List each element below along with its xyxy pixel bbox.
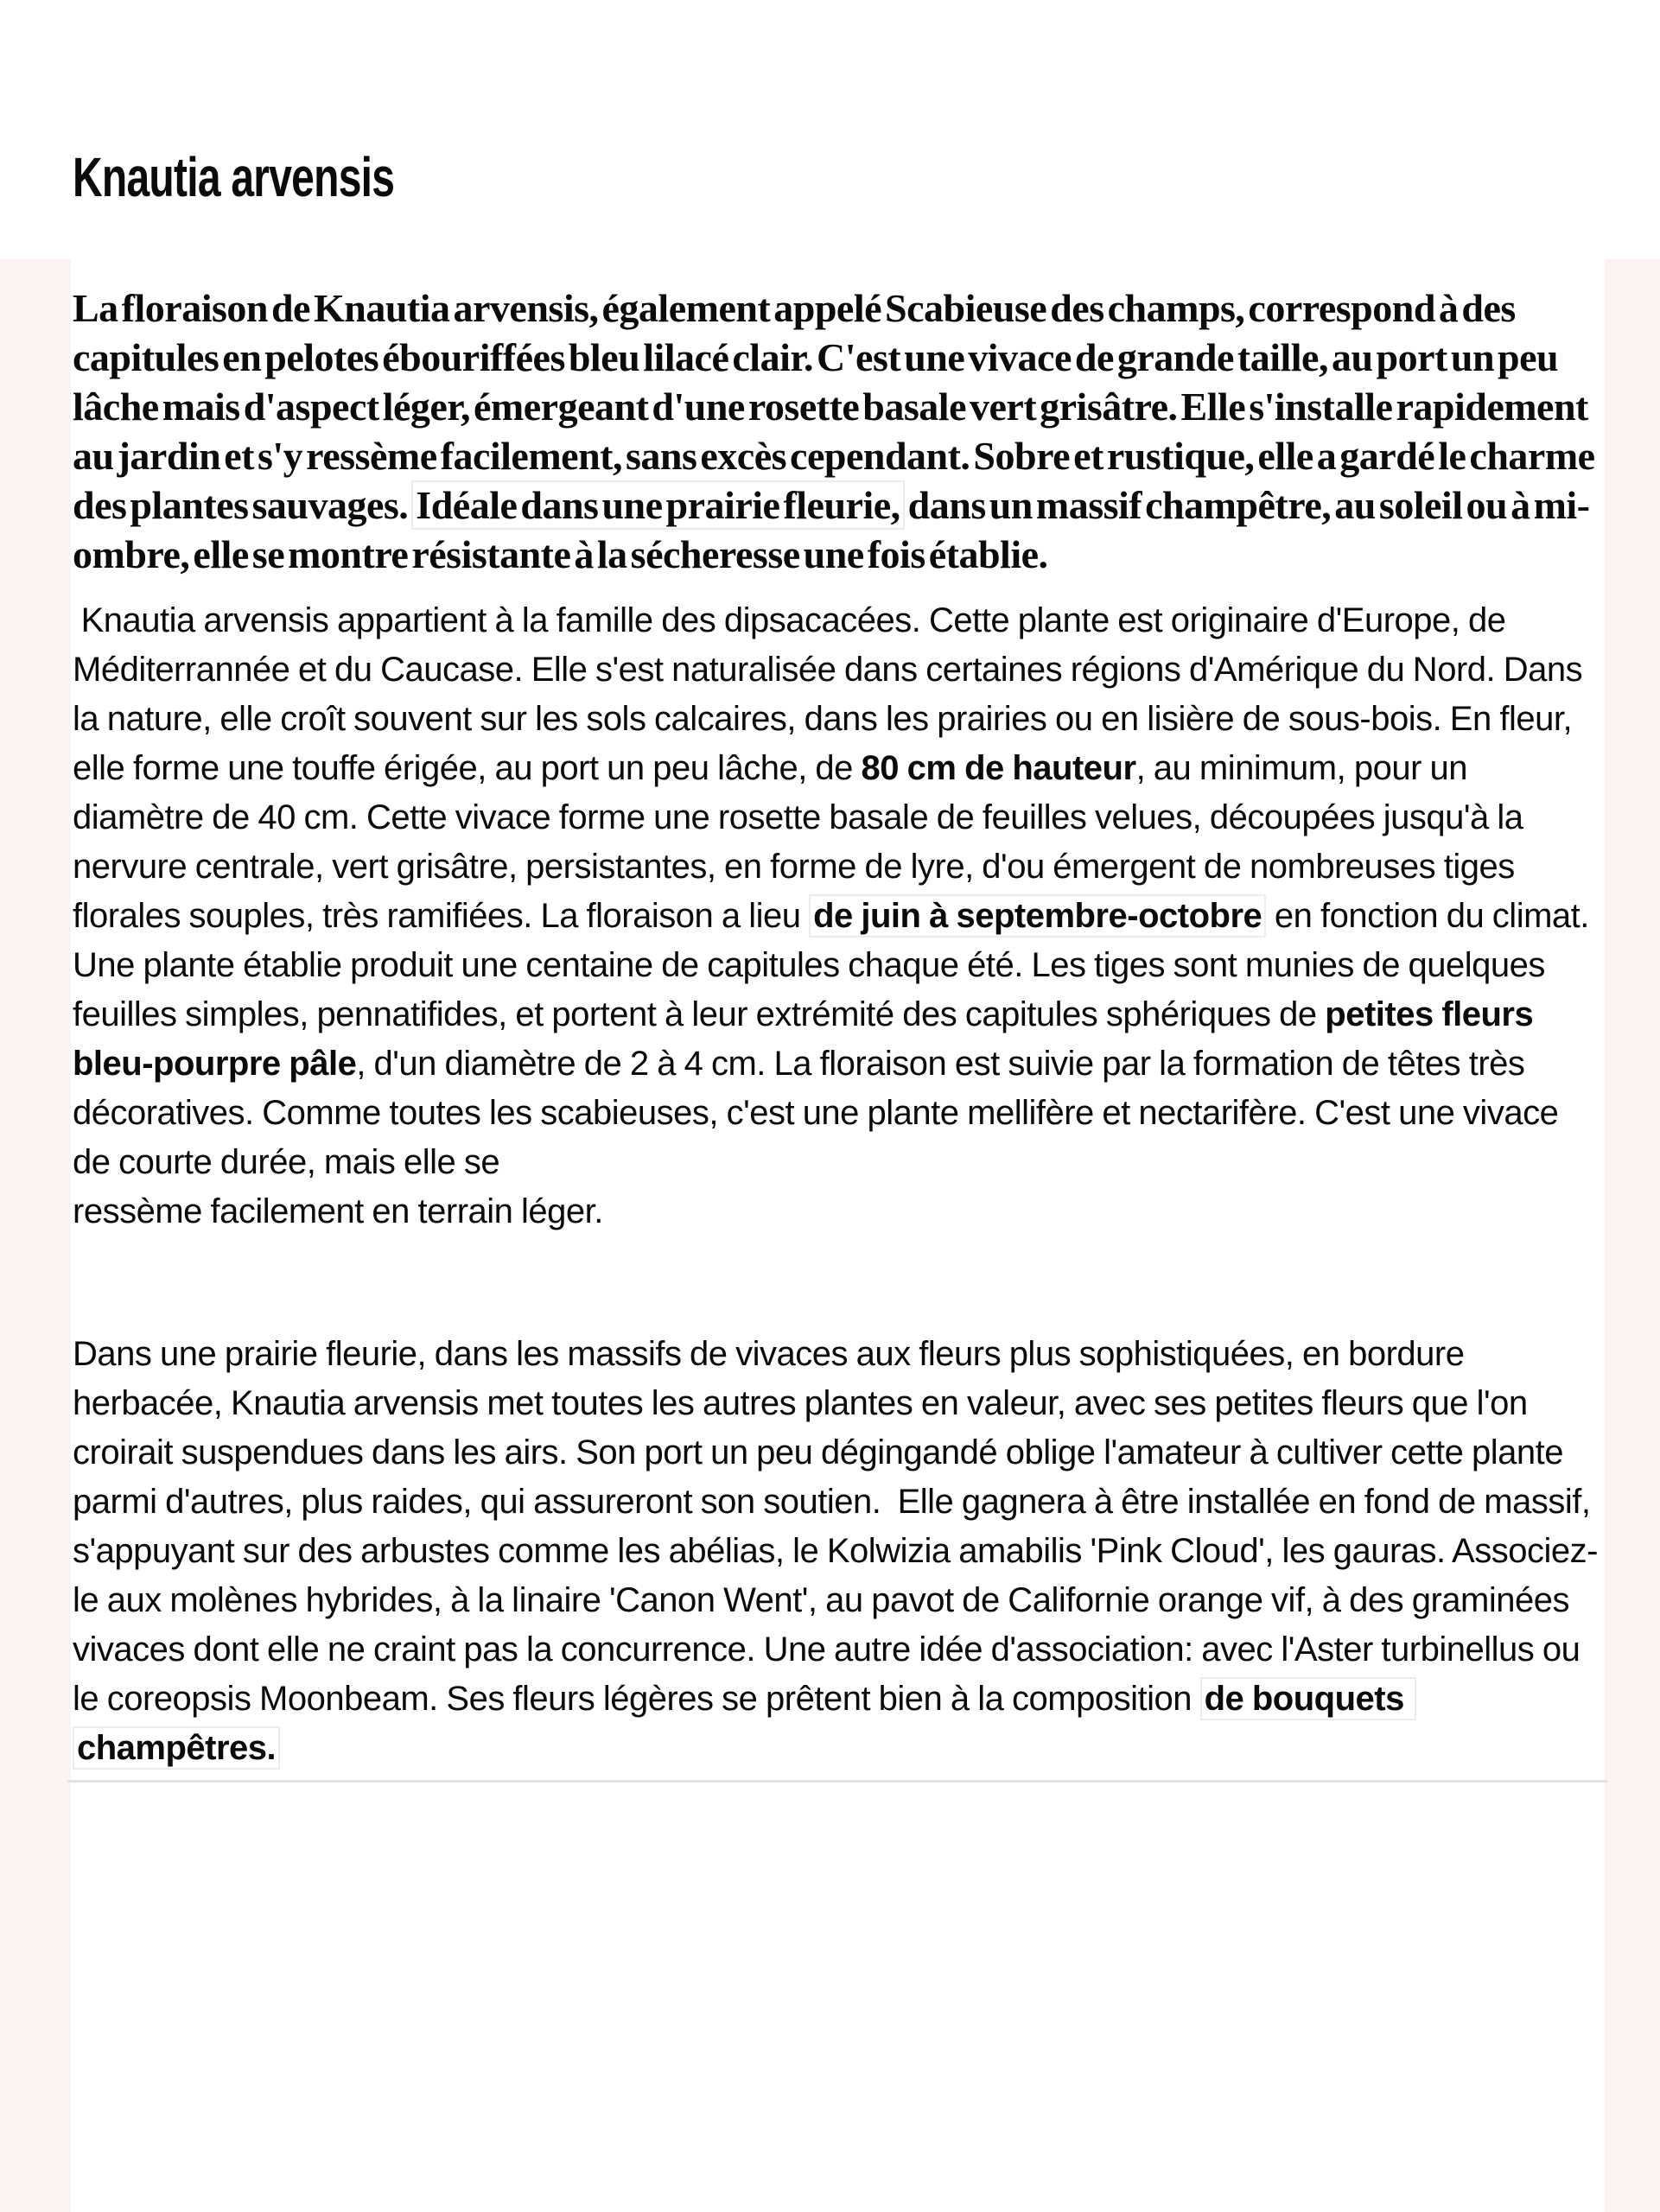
highlighted-phrase: de juin à septembre-octobre [809, 894, 1266, 938]
page-margin-tint-left [0, 259, 71, 2212]
lead-paragraph [73, 283, 1604, 579]
text-segment: dans un massif champêtre, au soleil ou à mi-ombre, elle se montre résistante à la sécheresse une fois établie. [73, 483, 1590, 576]
text-segment: , d'un diamètre de 2 à 4 cm. La floraison est suivie par la formation de têtes très décoratives. Comme toutes les scabieuses, c'est une plante mellifère et nectarifère. C'est une vivace de courte durée, mais elle se [73, 1045, 1567, 1181]
botany-paragraph [73, 596, 1604, 1236]
text-segment: Knautia arvensis appartient à la famille des dipsacacées. Cette plante est originaire d'Europe, de Méditerrannée et du Caucase. Elle s'est naturalisée dans certaines régions d'Amérique du Nord. Dans la nature, elle croît souvent sur les sols calcaires, dans les prairies ou en lisière de sous-bois. En fleur, elle forme une touffe érigée, au port un peu lâche, de [73, 601, 1591, 787]
bottom-divider [67, 1780, 1607, 1783]
article [73, 0, 1604, 1783]
text-segment: , au minimum, pour un diamètre de 40 cm. Cette vivace forme une rosette basale de feuilles velues, découpées jusqu'à la nervure centrale, vert grisâtre, persistantes, en forme de lyre, d'ou émergent de nombreuses tiges florales souples, très ramifiées. La floraison a lieu [73, 749, 1532, 935]
bold-phrase: 80 cm de hauteur [861, 749, 1136, 787]
text-segment: en fonction du climat. Une plante établie produit une centaine de capitules chaque été. Les tiges sont munies de quelques feuilles simples, pennatifides, et portent à leur extrémité des capitules sphériques de [73, 897, 1598, 1033]
page-margin-tint-right [1605, 259, 1660, 2212]
text-segment: La floraison de Knautia arvensis, également appelé Scabieuse des champs, correspond à des capitules en pelotes ébouriffées bleu lilacé clair. C'est une vivace de grande taille, au port un peu lâche mais d'aspect léger, émergeant d'une rosette basale vert grisâtre. Elle s'installe rapidement au jardin et s'y ressème facilement, sans excès cependant. Sobre et rustique, elle a gardé le charme des plantes sauvages. [73, 286, 1599, 527]
highlighted-phrase: Idéale dans une prairie fleurie, [411, 480, 904, 530]
page-title: Knautia arvensis [73, 146, 395, 208]
highlighted-phrase: de bouquets champêtres. [73, 1677, 1416, 1770]
bold-phrase: petites fleurs bleu-pourpre pâle [73, 995, 1542, 1083]
garden-use-paragraph [73, 1330, 1604, 1773]
text-segment: ressème facilement en terrain léger. [73, 1192, 603, 1230]
text-segment: Dans une prairie fleurie, dans les massifs de vivaces aux fleurs plus sophistiquées, en bordure herbacée, Knautia arvensis met toutes les autres plantes en valeur, avec ses petites fleurs que l'on croirait suspendues dans les airs. Son port un peu dégingandé oblige l'amateur à cultiver cette plante parmi d'autres, plus raides, qui assureront son soutien. Elle gagnera à être installée en fond de massif, s'appuyant sur des arbustes comme les abélias, le Kolwizia amabilis 'Pink Cloud', les gauras. Associez-le aux molènes hybrides, à la linaire 'Canon Went', au pavot de Californie orange vif, à des graminées vivaces dont elle ne craint pas la concurrence. Une autre idée d'association: avec l'Aster turbinellus ou le coreopsis Moonbeam. Ses fleurs légères se prêtent bien à la composition [73, 1335, 1600, 1718]
